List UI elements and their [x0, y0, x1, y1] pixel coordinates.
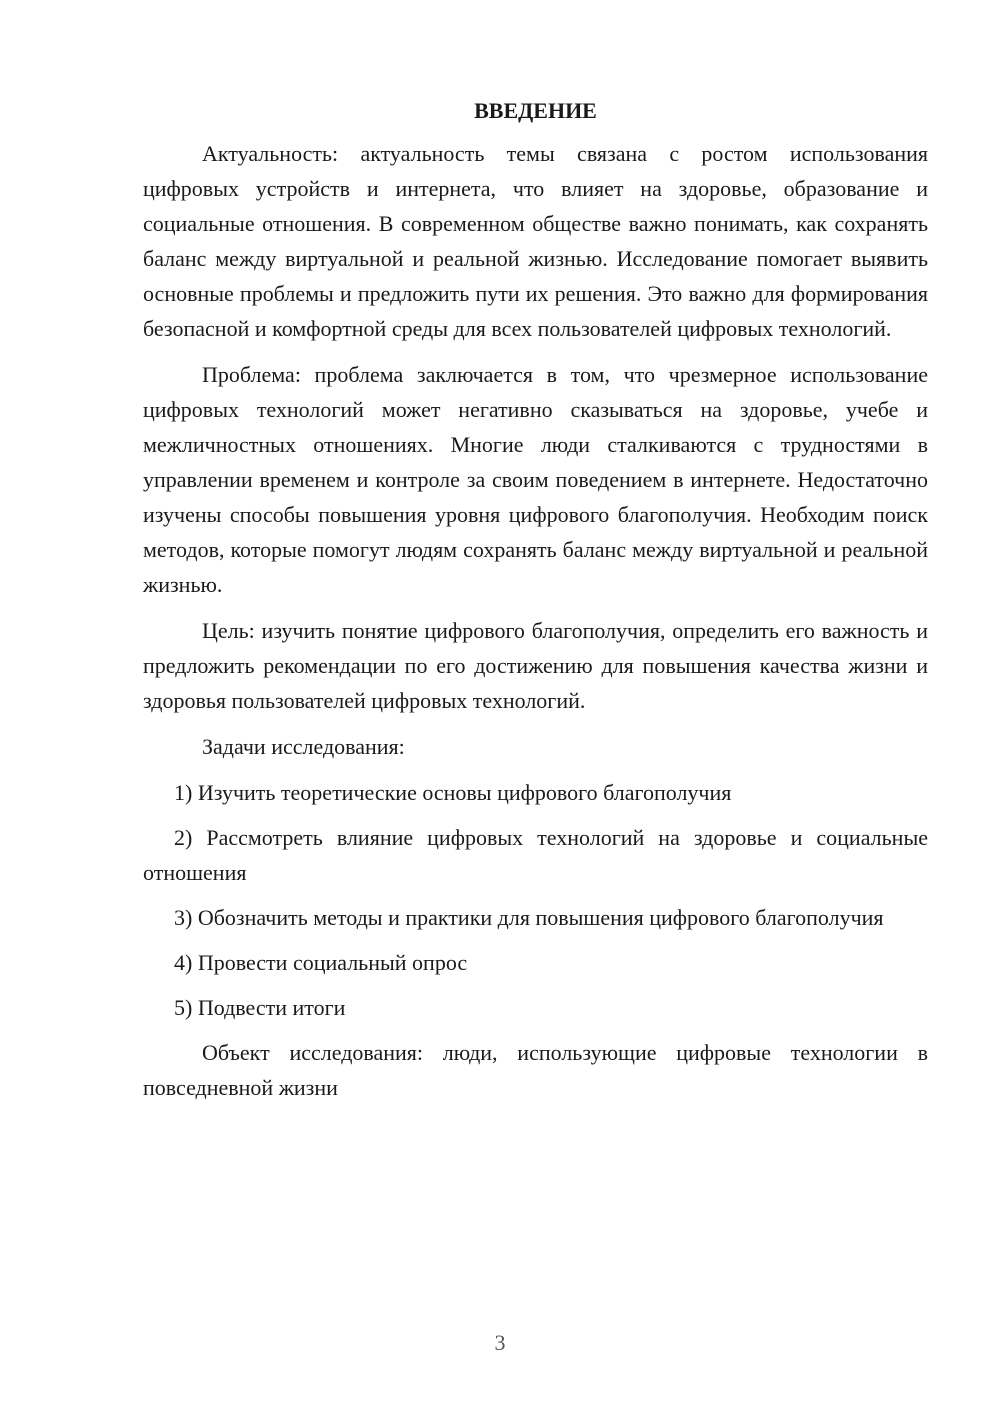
task-item-3: 3) Обозначить методы и практики для повышения цифрового благополучия — [174, 905, 884, 930]
paragraph-relevance: Актуальность: актуальность темы связана с ростом использования цифровых устройств и интернета, что влияет на здоровье, образование и социальные отношения. В современном обществе важно понимать, как сохранять баланс между виртуальной и реальной жизнью. Исследование помогает выявить основные проблемы и предложить пути их решения. Это важно для формирования безопасной и комфортной среды для всех пользователей цифровых технологий. — [143, 141, 928, 341]
task-item-2: 2) Рассмотреть влияние цифровых технологий на здоровье и социальные отношения — [143, 825, 928, 885]
tasks-heading: Задачи исследования: — [202, 734, 405, 759]
section-title: ВВЕДЕНИЕ — [474, 98, 597, 123]
page-number: 3 — [494, 1330, 506, 1355]
task-item-1: 1) Изучить теоретические основы цифрового благополучия — [174, 780, 732, 805]
paragraph-goal: Цель: изучить понятие цифрового благополучия, определить его важность и предложить рекомендации по его достижению для повышения качества жизни и здоровья пользователей цифровых технологий. — [143, 618, 928, 713]
task-item-4: 4) Провести социальный опрос — [174, 950, 468, 975]
task-item-5: 5) Подвести итоги — [174, 995, 346, 1020]
paragraph-problem: Проблема: проблема заключается в том, что чрезмерное использование цифровых технологий может негативно сказываться на здоровье, учебе и межличностных отношениях. Многие люди сталкиваются с трудностями в управлении временем и контроле за своим поведением в интернете. Недостаточно изучены способы повышения уровня цифрового благополучия. Необходим поиск методов, которые помогут людям сохранять баланс между виртуальной и реальной жизнью. — [143, 362, 928, 597]
paragraph-object: Объект исследования: люди, использующие цифровые технологии в повседневной жизни — [143, 1040, 928, 1100]
document-body — [143, 96, 928, 1116]
